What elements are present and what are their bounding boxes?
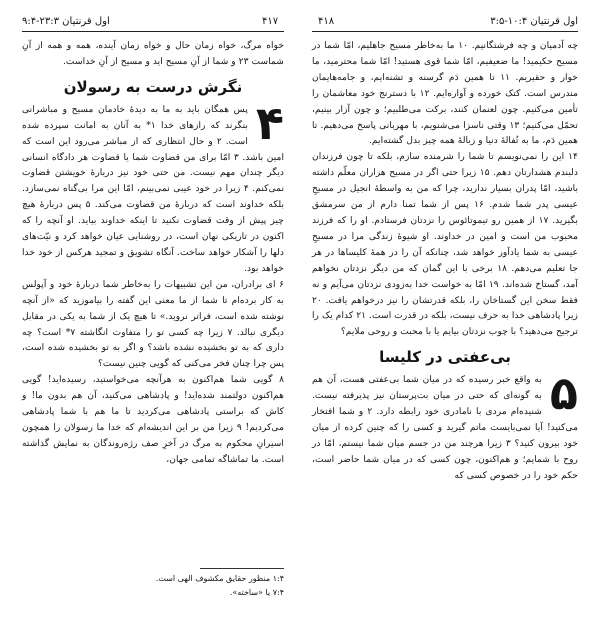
section-title-apostles: نگرش درست به رسولان [63,77,243,96]
right-header-reference: اول قرنتیان ۱۰:۴-۳:۵ [490,16,578,27]
right-header-rule [312,31,578,32]
left-header-rule [22,31,284,32]
footnote-rule [200,568,284,569]
footnote-2: ۷:۴ یا «ساخته». [229,588,284,597]
footnotes [22,572,284,600]
left-column [22,38,284,468]
left-page-number: ۴۱۷ [262,16,279,27]
right-paragraph-2: ۱۴ این را نمی‌نویسم تا شما را شرمنده سازم، بلکه تا چون فرزندان دلبندم هشدارتان دهم. ۱۵ زیرا حتی اگر در مسیح هزاران معلّم داشته باشید، امّا پدران بسیار ندارید، چرا که من به واسطهٔ انجیل در مسیحِ عیسی پدر شما شدم. ۱۶ پس از شما تمنا دارم از من سرمشق بگیرید. ۱۷ از همین رو تیموتائوس را نزدتان فرستادم. او را که فرزند محبوب من است و امین در خداوند. او شیوهٔ زندگی مرا در مسیحِ عیسی به شما یادآور خواهد شد، چنانکه آن را در همهٔ کلیساها در هر جا تعلیم می‌دهم. ۱۸ برخی با این گمان که من دیگر نزدتان نخواهم آمد، گستاخ شده‌اند. ۱۹ امّا به خواست خدا به‌زودی نزدتان می‌آیم و نه فقط سخن این گستاخان را، بلکه قدرتشان را نیز درخواهم یافت. ۲۰ زیرا پادشاهی خدا به حرف نیست، بلکه در قدرت است. ۲۱ کدام یک را ترجیح می‌دهید؟ با چوب نزدتان بیایم یا با محبت و روحی ملایم؟ [312,151,579,338]
right-page-number: ۴۱۸ [318,16,335,27]
left-header-reference: اول قرنتیان ۲۳:۳-۹:۴ [22,16,110,27]
right-paragraph-1: چه آدمیان و چه فرشتگانیم. ۱۰ ما به‌خاطر مسیح جاهلیم، امّا شما در مسیح حکیمید! ما ضعیفیم، امّا شما قوی هستید! امّا شما محترمید، ما خوار و حقیریم. ۱۱ تا همین دَم گرسنه و تشنه‌ایم، و جامه‌هایمان مندرس است. کتک خورده و آواره‌ایم. ۱۲ با دسترنج خود معاشمان را تأمین می‌کنیم. چون لعنمان کنند، برکت می‌طلبیم؛ و چون آزار بینیم، تحمّل می‌کنیم؛ ۱۳ وقتی ناسزا می‌شنویم، با مهربانی پاسخ می‌دهیم. تا همین دَم، ما به تُفالهٔ دنیا و زبالهٔ همه چیز بدل گشته‌ایم. [312,40,579,147]
left-paragraph-3: ۸ گویی شما هم‌اکنون به هرآنچه می‌خواستید، رسیده‌اید! گویی هم‌اکنون دولتمند شده‌اید! و پادشاهی می‌کنید، آن هم بدون ما! و کاش که براستی پادشاهی می‌کردید تا ما هم با شما پادشاهی می‌کردیم! ۹ زیرا من بر این اندیشه‌ام که خدا ما رسولان را همچون اسیرانِ محکوم به مرگ در آخرِ صف رژه‌روندگان به نمایش گذاشته است. ما تماشاگه تمامی جهان، [22,374,285,465]
left-intro-text: خواه مرگ، خواه زمان حال و خواه زمان آینده، همه و همه از آنِ شماست ۲۳ و شما از آنِ مسیح اید و مسیح از آنِ خداست. [22,40,284,67]
right-column [312,38,578,484]
left-paragraph-1: پس همگان باید به ما به دیدهٔ خادمان مسیح و مباشرانی بنگرند که رازهای خدا ۱* به آنان به امانت سپرده شده است. ۲ و حال انتظاری که از مباشر می‌رود این است که امین باشد. ۳ امّا برای من قضاوت شما یا قضاوت هر دادگاه انسانی دیگر چندان مهم نیست. من حتی خود نیز دربارهٔ خویشتن قضاوت نمی‌کنم. ۴ زیرا در خود عیبی نمی‌بینم، امّا این مرا بی‌گناه نمی‌سازد. بلکه خداوند است که دربارهٔ من قضاوت می‌کند. ۵ پس دربارهٔ هیچ چیز پیش از وقت قضاوت نکنید تا اینکه خداوند بیاید. او آنچه را که اکنون در تاریکی نهان است، در روشنایی عیان خواهد کرد و نیّت‌های دلها را آشکار خواهد ساخت. آنگاه تشویق و تمجید هرکس از خود خدا خواهد بود. [22,103,285,274]
chapter-number-5: ۵ [549,366,578,421]
left-paragraph-2: ۶ ای برادران، من این تشبیهات را به‌خاطر شما دربارهٔ خود و آپولس به کار برده‌ام تا شما از ما معنی این گفته را بیاموزید که «از آنچه نوشته شده است، فراتر نروید.» تا هیچ یک از شما به یکی در مقابل دیگری نبالد. ۷ زیرا چه کسی تو را متفاوت انگاشته ۷* است؟ چه داری که به تو بخشیده نشده باشد؟ و اگر به تو بخشیده شده است، پس چرا چنان فخر می‌کنی که گویی چنین نیست؟ [22,278,284,370]
right-paragraph-3: به واقع خبر رسیده که در میان شما بی‌عفتی هست، آن هم به گونه‌ای که حتی در میان بت‌پرستان نیز پذیرفته نیست. شنیده‌ام مردی با نامادری خود رابطه دارد. ۲ و شما افتخار می‌کنید! آیا نمی‌بایست ماتم گیرید و کسی را که چنین کرده از میان خود بیرون کنید؟ ۳ زیرا هرچند من در جسم میان شما نیستم، امّا در روح با شمایم؛ و هم‌اکنون، چون کسی که در میان شما حاضر است، حکم خود را در خصوص کسی که [312,374,579,481]
footnote-1: ۱:۴ منظور حقایق مکشوف الهی است. [155,574,284,583]
section-title-immorality: بی‌عفتی در کلیسا [379,348,511,367]
chapter-number-4: ۴ [255,95,284,150]
